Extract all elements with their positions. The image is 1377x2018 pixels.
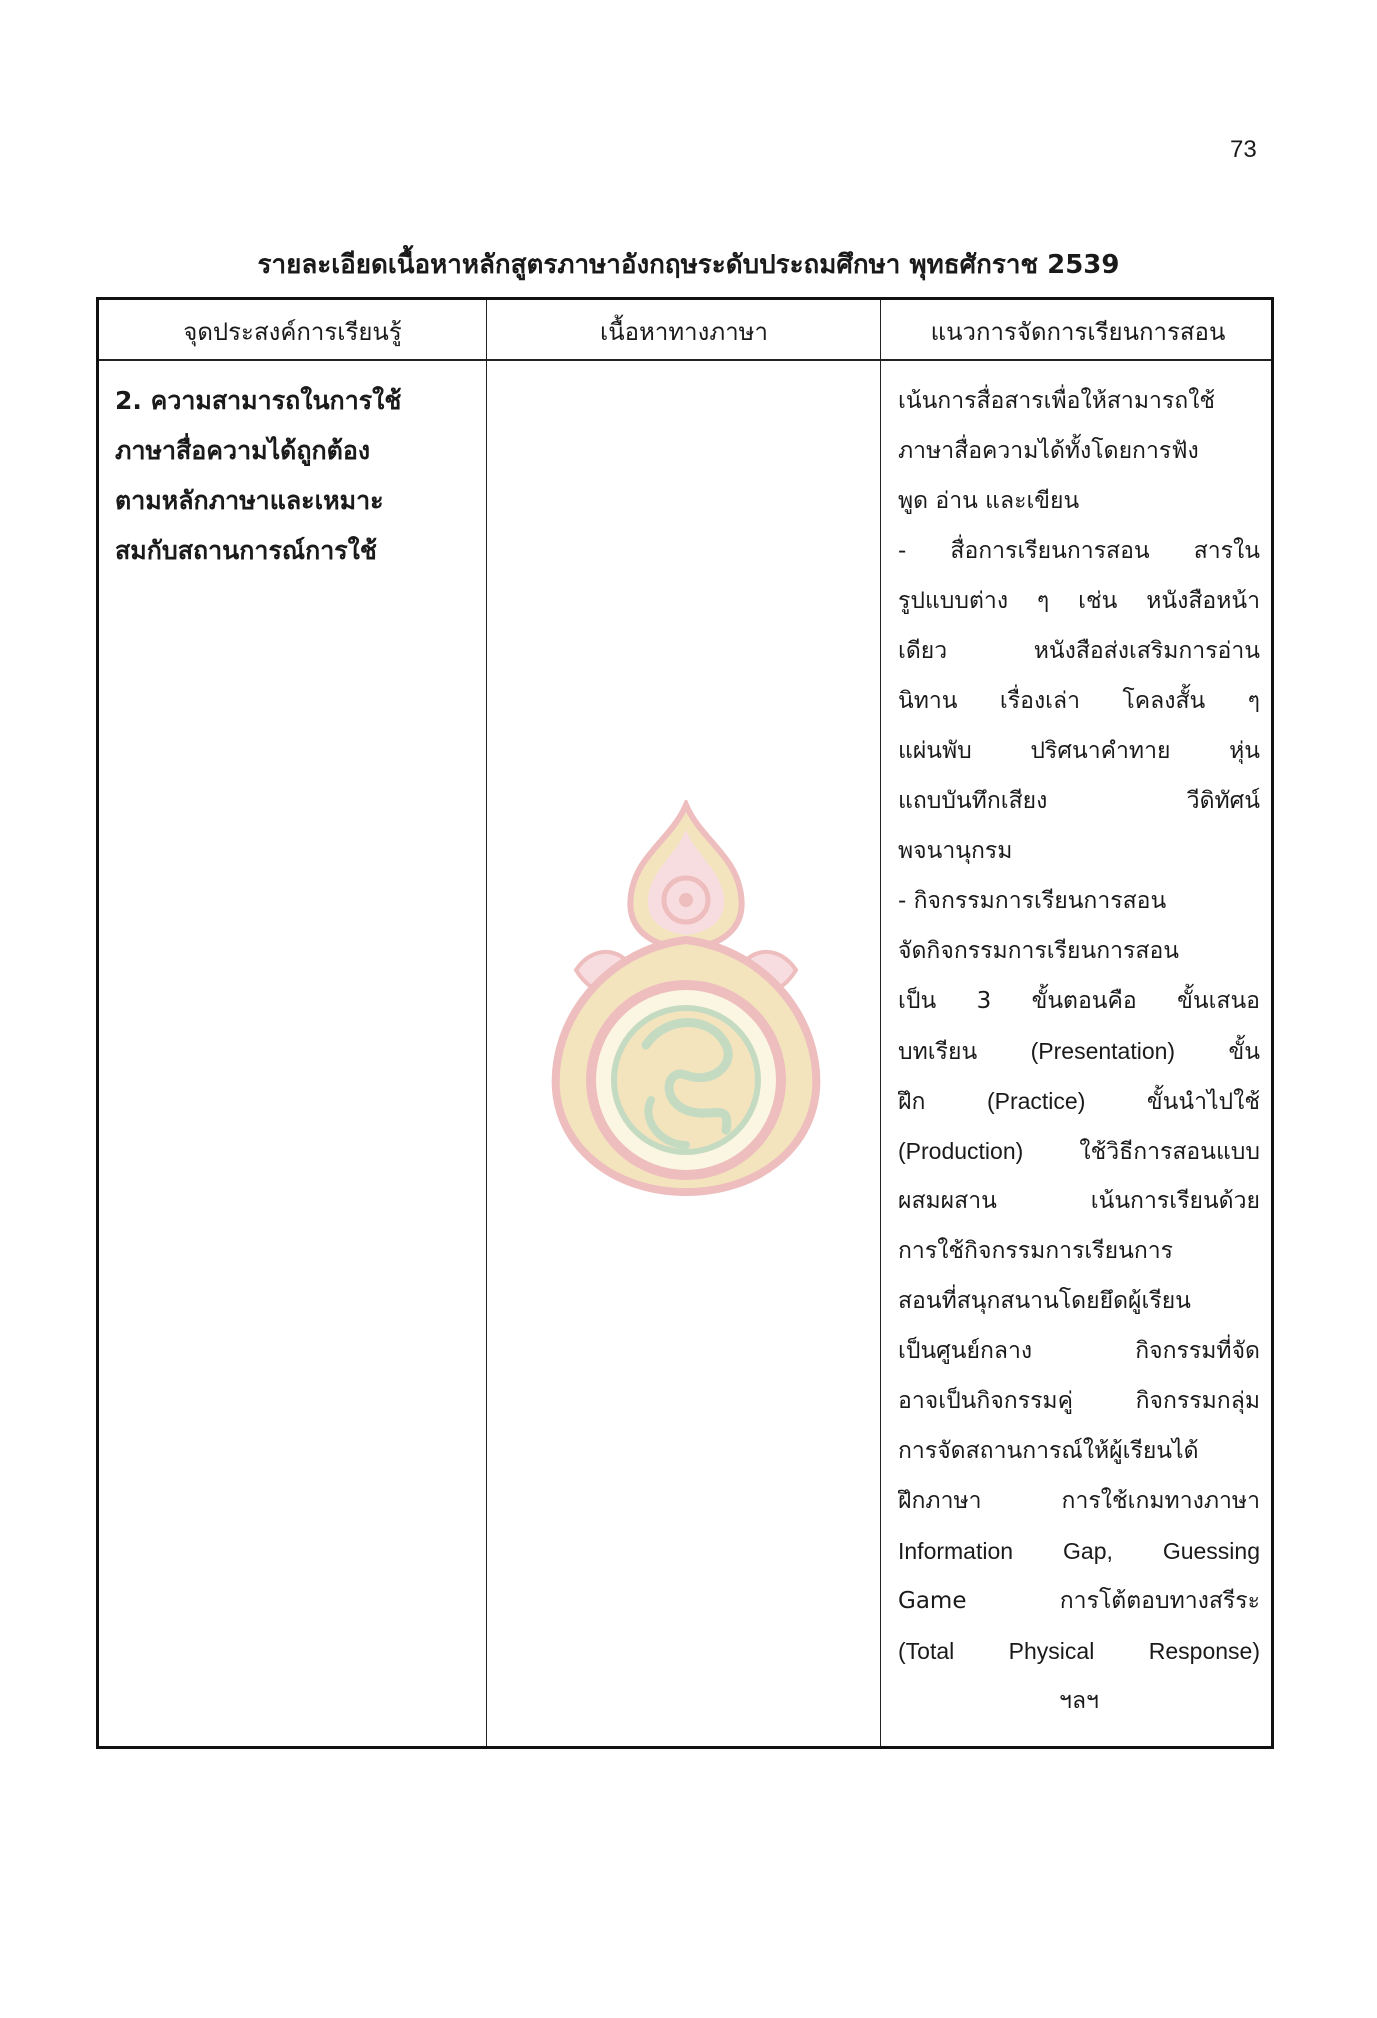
approach-line: เป็นศูนย์กลาง กิจกรรมที่จัด [898,1338,1260,1364]
approach-line: อาจเป็นกิจกรรมคู่ กิจกรรมกลุ่ม [898,1388,1260,1414]
objective-line: ภาษาสื่อความได้ถูกต้อง [115,436,371,465]
approach-line: เดียว หนังสือส่งเสริมการอ่าน [898,638,1260,664]
header-objectives: จุดประสงค์การเรียนรู้ [183,318,402,346]
page-number: 73 [1230,136,1257,163]
column-divider [486,300,487,1746]
approach-line: ฯลฯ [1059,1688,1099,1714]
approach-line: ภาษาสื่อความได้ทั้งโดยการฟัง [898,438,1199,464]
approach-line: พูด อ่าน และเขียน [898,488,1080,514]
watermark-seal-icon [536,800,836,1200]
approach-line: (Total Physical Response) [898,1638,1260,1664]
approach-line: Information Gap, Guessing [898,1538,1260,1564]
objective-line: สมกับสถานการณ์การใช้ [115,536,377,565]
column-divider [880,300,881,1746]
objectives-cell [115,376,475,576]
approach-line: แถบบันทึกเสียง วีดิทัศน์ [898,788,1260,814]
objective-line: 2. ความสามารถในการใช้ [115,386,402,415]
approach-line: รูปแบบต่าง ๆ เช่น หนังสือหน้า [898,588,1260,614]
document-title: รายละเอียดเนื้อหาหลักสูตรภาษาอังกฤษระดับประถมศึกษา พุทธศักราช 2539 [257,250,1120,280]
header-language-content: เนื้อหาทางภาษา [600,318,768,346]
approach-line: - สื่อการเรียนการสอน สารใน [898,538,1260,564]
approach-line: สอนที่สนุกสนานโดยยึดผู้เรียน [898,1288,1191,1314]
approach-line: Game การโต้ตอบทางสรีระ [898,1588,1260,1614]
approach-line: เป็น 3 ขั้นตอนคือ ขั้นเสนอ [898,988,1260,1014]
approach-line: ผสมผสาน เน้นการเรียนด้วย [898,1188,1260,1214]
approach-line: จัดกิจกรรมการเรียนการสอน [898,938,1179,964]
approach-line: ฝึก (Practice) ขั้นนำไปใช้ [898,1088,1260,1114]
objective-line: ตามหลักภาษาและเหมาะ [115,486,384,515]
approach-line: นิทาน เรื่องเล่า โคลงสั้น ๆ [898,688,1260,714]
teaching-approach-cell [898,376,1260,1726]
approach-line: พจนานุกรม [898,838,1013,864]
approach-line: แผ่นพับ ปริศนาคำทาย หุ่น [898,738,1260,764]
header-teaching-approach: แนวการจัดการเรียนการสอน [930,318,1226,346]
approach-line: (Production) ใช้วิธีการสอนแบบ [898,1138,1260,1164]
approach-line: ฝึกภาษา การใช้เกมทางภาษา [898,1488,1260,1514]
header-divider [99,359,1271,361]
approach-line: เน้นการสื่อสารเพื่อให้สามารถใช้ [898,388,1216,414]
approach-line: บทเรียน (Presentation) ขั้น [898,1038,1260,1064]
approach-line: การจัดสถานการณ์ให้ผู้เรียนได้ [898,1438,1199,1464]
approach-line: - กิจกรรมการเรียนการสอน [898,888,1167,914]
approach-line: การใช้กิจกรรมการเรียนการ [898,1238,1174,1264]
